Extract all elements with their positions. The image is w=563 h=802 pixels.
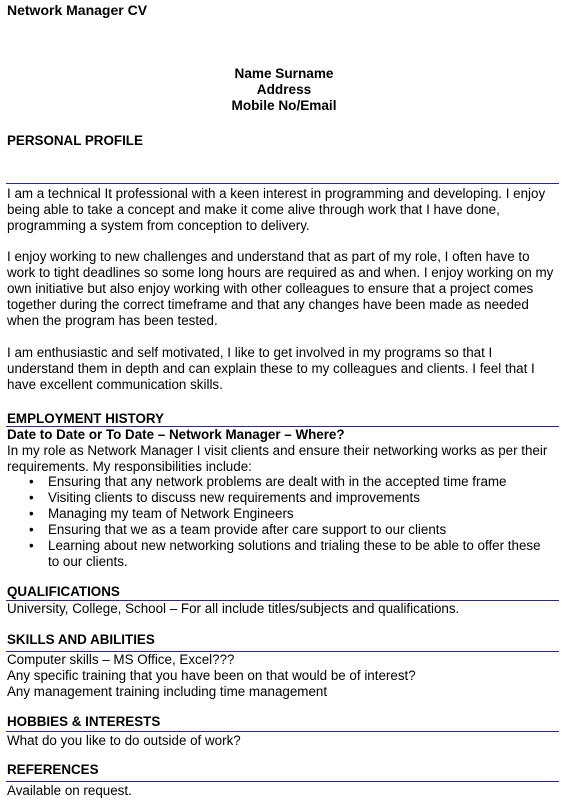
profile-paragraph-2: I enjoy working to new challenges and understand that as part of my role, I often have to work to tight deadlines so some long hours are required as and when. I enjoy working on my own initiative but also enjoy working with other colleagues to ensure that a project comes together during the correct timeframe and that any changes have been made as needed when the program has been tested.: [7, 249, 554, 328]
candidate-address: Address: [256, 82, 312, 97]
hobbies-text: What do you like to do outside of work?: [7, 733, 241, 748]
list-item: [7, 538, 555, 570]
responsibility-text: Ensuring that we as a team provide after care support to our clients: [48, 522, 447, 537]
candidate-contact: Mobile No/Email: [231, 98, 337, 113]
personal-profile-heading: PERSONAL PROFILE: [7, 133, 143, 148]
references-heading: REFERENCES: [7, 762, 99, 777]
skills-line-2: Any specific training that you have been on that would be of interest?: [7, 668, 416, 683]
profile-paragraph-3: I am enthusiastic and self motivated, I like to get involved in my programs so that I understand them in depth and can explain these to my colleagues and clients. I feel that I have excellent communication skills.: [7, 345, 535, 392]
skills-line-3: Any management training including time management: [7, 684, 328, 699]
contact-header: [0, 66, 563, 114]
bullet-icon: •: [29, 474, 34, 489]
profile-paragraph-1: I am a technical It professional with a keen interest in programming and developing. I enjoy being able to take a concept and make it come alive through work that I have done, programming a system from conception to delivery.: [7, 186, 546, 233]
responsibility-text: Ensuring that any network problems are dealt with in the accepted time frame: [48, 474, 507, 489]
bullet-icon: •: [29, 490, 34, 505]
employment-role-line: Date to Date or To Date – Network Manager – Where?: [7, 427, 345, 442]
list-item: [7, 474, 555, 490]
responsibility-text: Visiting clients to discuss new requirements and improvements: [48, 490, 420, 505]
personal-profile-rule: [6, 183, 559, 184]
candidate-name: Name Surname: [234, 66, 334, 81]
employment-intro: In my role as Network Manager I visit clients and ensure their networking works as per their requirements. My responsibilities include:: [7, 443, 548, 474]
responsibility-text: Learning about new networking solutions and trialing these to be able to offer these to our clients.: [48, 538, 541, 569]
references-text: Available on request.: [7, 783, 132, 798]
list-item: [7, 506, 555, 522]
bullet-icon: •: [29, 522, 34, 537]
responsibility-text: Managing my team of Network Engineers: [48, 506, 294, 521]
qualifications-heading: QUALIFICATIONS: [7, 584, 120, 599]
qualifications-text: University, College, School – For all include titles/subjects and qualifications.: [7, 601, 460, 616]
document-title: Network Manager CV: [7, 2, 148, 18]
bullet-icon: •: [29, 538, 34, 553]
list-item: [7, 522, 555, 538]
responsibilities-list: [7, 474, 555, 570]
hobbies-rule: [6, 731, 559, 732]
list-item: [7, 490, 555, 506]
bullet-icon: •: [29, 506, 34, 521]
employment-heading: EMPLOYMENT HISTORY: [7, 411, 164, 426]
skills-heading: SKILLS AND ABILITIES: [7, 632, 155, 647]
references-rule: [6, 781, 559, 782]
skills-line-1: Computer skills – MS Office, Excel???: [7, 652, 235, 667]
hobbies-heading: HOBBIES & INTERESTS: [7, 714, 161, 729]
